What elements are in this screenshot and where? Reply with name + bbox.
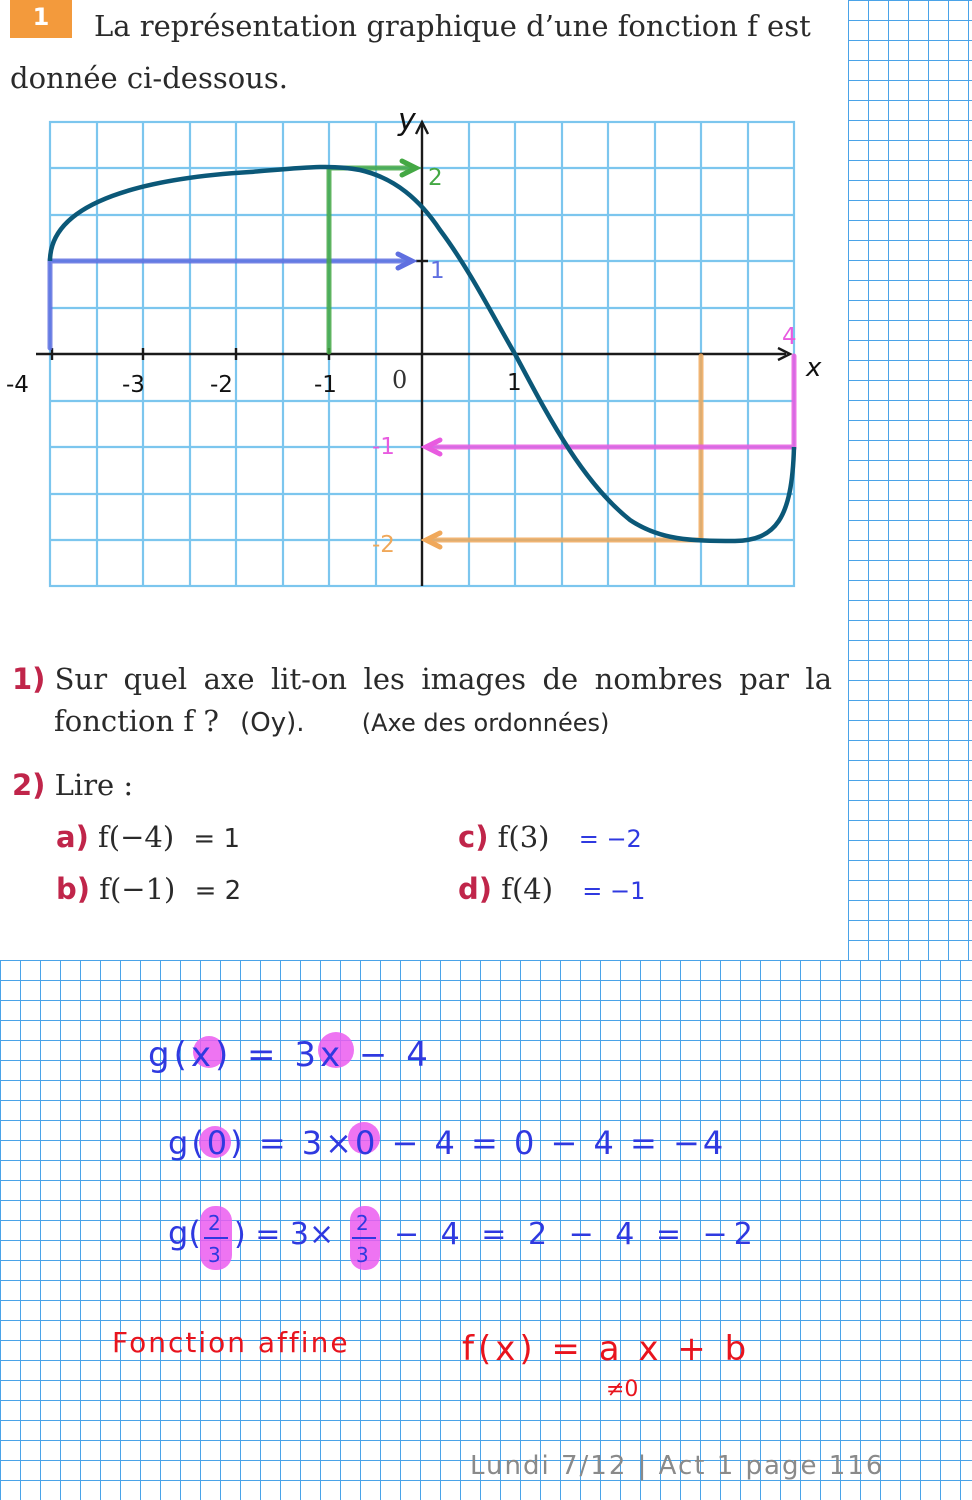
question-2-number: 2) [12, 768, 46, 802]
x-tick-minus2: -2 [210, 372, 233, 398]
item-a-expr: f(−4) [98, 820, 175, 854]
item-c-answer: = −2 [578, 825, 642, 853]
question-1-line-1: Sur quel axe lit-on les images de nombres par la [54, 662, 832, 696]
item-d-label: d) [458, 872, 493, 906]
x-tick-minus1: -1 [314, 372, 337, 398]
question-1-answer: (Oy). [240, 708, 305, 738]
note-g3-frac2-den: 3 [356, 1243, 369, 1267]
note-g3-mid: ) = 3× [234, 1217, 335, 1252]
x-axis-label: x [806, 353, 822, 383]
note-footer-date: Lundi 7/12 | Act 1 page 116 [470, 1451, 885, 1481]
question-2-text: Lire : [54, 768, 134, 802]
item-c-label: c) [458, 820, 489, 854]
item-b-answer: = 2 [194, 876, 242, 906]
intro-line-2: donnée ci-dessous. [10, 61, 288, 95]
item-a-answer: = 1 [193, 824, 240, 854]
item-a-label: a) [56, 820, 89, 854]
question-1-number: 1) [12, 662, 46, 696]
y-axis-label: y [398, 103, 416, 138]
note-affine-formula: f(x) = a x + b [462, 1329, 751, 1369]
x-tick-minus3: -3 [122, 372, 145, 398]
y-tick-1: 1 [430, 258, 445, 284]
note-affine-title: Fonction affine [112, 1326, 350, 1359]
item-d-expr: f(4) [501, 872, 554, 906]
note-g3-right: − 4 = 2 − 4 = −2 [394, 1217, 759, 1252]
item-b-expr: f(−1) [99, 872, 176, 906]
origin-label: 0 [392, 366, 408, 394]
item-c-expr: f(3) [497, 820, 550, 854]
x-tick-4: 4 [782, 324, 797, 350]
y-label-minus1: -1 [372, 434, 395, 460]
note-g3-frac2-num: 2 [356, 1211, 369, 1235]
x-tick-minus4: -4 [6, 372, 29, 398]
x-tick-1: 1 [507, 370, 522, 396]
item-d-answer: = −1 [582, 877, 646, 905]
note-g-of-two-thirds [168, 1211, 759, 1267]
note-g3-frac1-den: 3 [208, 1243, 221, 1267]
y-label-minus2: -2 [372, 532, 395, 558]
intro-line-1: La représentation graphique d’une fonction f est [94, 9, 811, 43]
question-1-line-2: fonction f ? [54, 704, 219, 738]
exercise-number-badge: 1 [10, 0, 72, 38]
question-1-answer-note: (Axe des ordonnées) [361, 709, 610, 737]
note-g3-frac1-num: 2 [208, 1211, 221, 1235]
item-b-label: b) [56, 872, 91, 906]
note-g-of-zero: g(0) = 3×0 − 4 = 0 − 4 = −4 [168, 1124, 727, 1162]
y-tick-2: 2 [428, 165, 443, 191]
note-g3-left: g( [168, 1214, 201, 1252]
note-g-definition: g(x) = 3x − 4 [148, 1035, 432, 1075]
note-affine-a-nonzero: ≠0 [606, 1377, 639, 1402]
